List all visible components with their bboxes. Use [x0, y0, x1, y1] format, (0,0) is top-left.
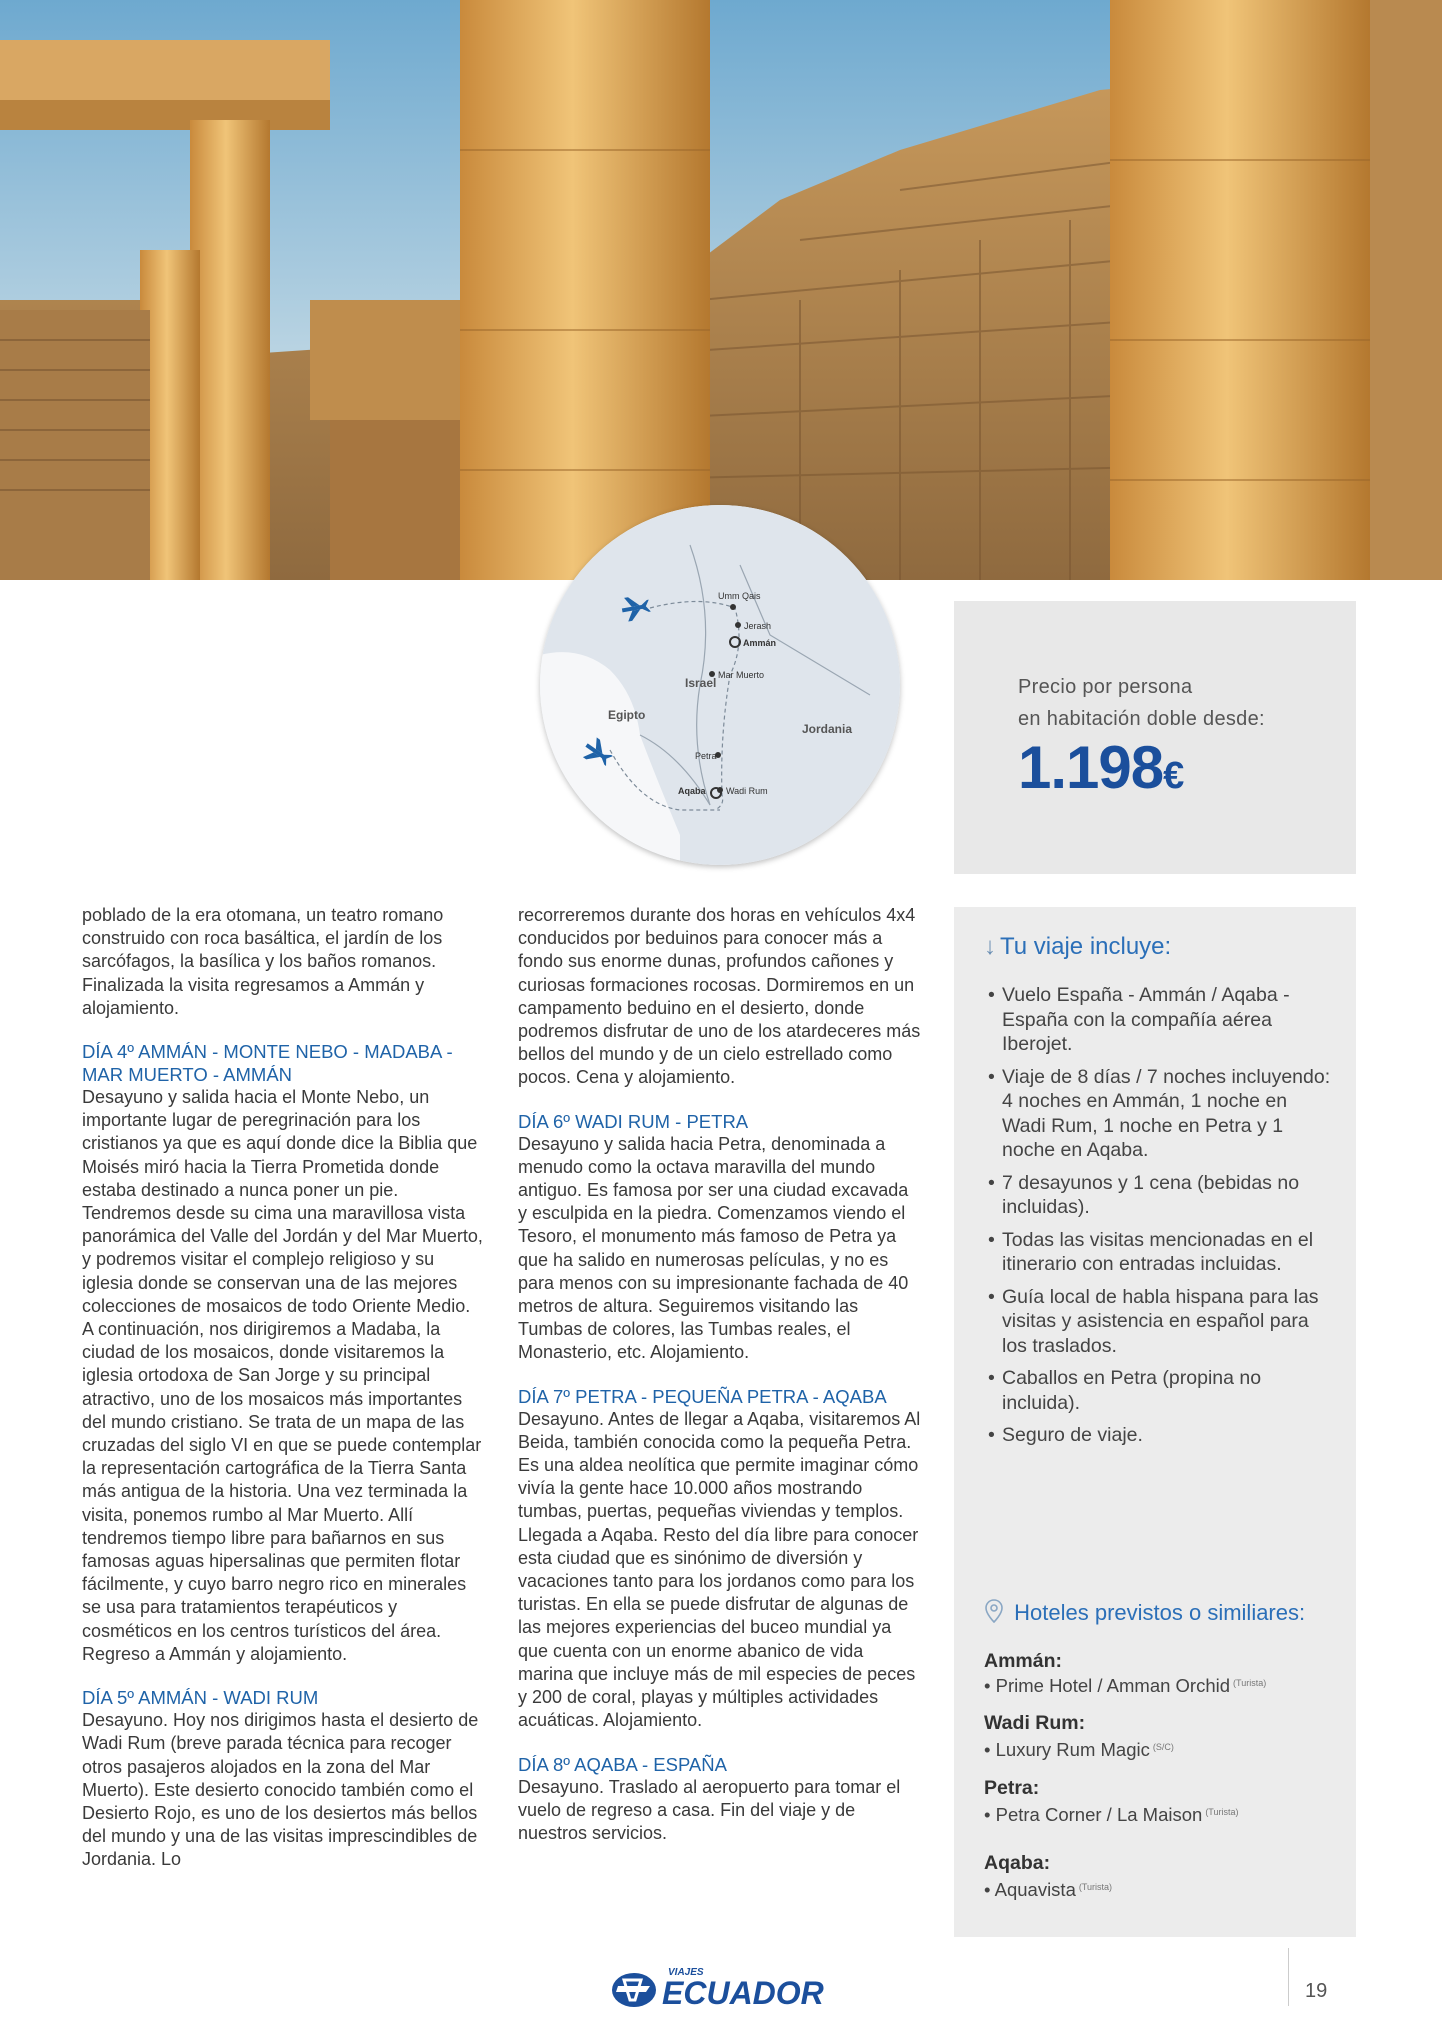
- includes-title-text: Tu viaje incluye:: [1000, 933, 1172, 960]
- list-item: • Caballos en Petra (propina no incluida).: [988, 1366, 1334, 1415]
- day-heading: DÍA 4º AMMÁN - MONTE NEBO - MADABA - MAR MUERTO - AMMÁN: [82, 1041, 453, 1086]
- price-box: [954, 601, 1356, 874]
- itinerary-text: recorreremos durante dos horas en vehículos 4x4 conducidos por beduinos para conocer más a fondo sus enorme dunas, profundos cañones y curiosas formaciones rocosas. Dormiremos en un campamento beduino en el desierto, donde podremos disfrutar de uno de los atardeceres más bellos del mundo y de un cielo estrellado como pocos. Cena y alojamiento.: [518, 905, 921, 1088]
- price-currency: €: [1163, 755, 1184, 797]
- hotel-name-wadi-rum: • Luxury Rum Magic $^{(S/C)}$: [984, 1739, 1174, 1760]
- viajes-ecuador-logo: [610, 1960, 830, 2016]
- logo-small-text: VIAJES: [668, 1967, 704, 1978]
- hotels-title-text: Hoteles previstos o similiares:: [1014, 1600, 1306, 1625]
- logo-mark-icon: [612, 1973, 656, 2007]
- map-label-jordania: Jordania: [802, 722, 853, 736]
- price-label-line2: en habitación doble desde:: [1018, 708, 1265, 730]
- map-label-israel: Israel: [685, 676, 717, 690]
- price-number: 1.198: [1018, 734, 1164, 801]
- itinerary-text: Desayuno. Hoy nos dirigimos hasta el desierto de Wadi Rum (breve parada técnica para recoger otros pasajeros alojados en la zona del Mar Muerto). Este desierto conocido también como el Desierto Rojo, es uno de los desiertos más bellos del mundo y una de las visitas imprescindibles de Jordania. Lo: [82, 1710, 479, 1870]
- hotel-name-text: Aquavista: [994, 1879, 1076, 1900]
- hotel-city-amman: Ammán:: [984, 1650, 1063, 1672]
- hotel-name-amman: • Prime Hotel / Amman Orchid $^{(Turista)}$: [984, 1675, 1267, 1696]
- includes-title: [984, 933, 1171, 961]
- hotel-name-aqaba: • Aquavista $^{(Turista)}$: [984, 1879, 1113, 1900]
- hotel-category: (Turista): [1205, 1807, 1239, 1817]
- includes-list: [988, 983, 1334, 1456]
- itinerary-column-2: [518, 904, 922, 1845]
- page-number: 19: [1305, 1980, 1328, 2002]
- map-label-jerash: Jerash: [744, 621, 772, 631]
- hotel-name-petra: • Petra Corner / La Maison $^{(Turista)}$: [984, 1804, 1239, 1825]
- hotel-name-text: Luxury Rum Magic: [995, 1739, 1150, 1760]
- trip-info-box: [954, 907, 1356, 1937]
- list-item: • Viaje de 8 días / 7 noches incluyendo: 4 noches en Ammán, 1 noche en Wadi Rum, 1 noche en Petra y 1 noche en Aqaba.: [988, 1065, 1334, 1163]
- location-pin-icon: [984, 1600, 1010, 1625]
- map-dot-jerash: [735, 622, 741, 628]
- itinerary-text: poblado de la era otomana, un teatro romano construido con roca basáltica, el jardín de los sarcófagos, la basílica y los baños romanos. Finalizada la visita regresamos a Ammán y alojamiento.: [82, 905, 444, 1018]
- map-label-umm-qais: Umm Qais: [718, 591, 761, 601]
- map-label-aqaba: Aqaba: [678, 786, 706, 796]
- hotel-name-text: Petra Corner / La Maison: [995, 1804, 1203, 1825]
- logo-main-text: ECUADOR: [662, 1975, 824, 2011]
- map-dot-umm-qais: [730, 604, 736, 610]
- list-item: • Guía local de habla hispana para las visitas y asistencia en español para los traslados.: [988, 1285, 1334, 1359]
- map-label-amman: Ammán: [743, 638, 777, 648]
- itinerary-column-1: [82, 904, 484, 1872]
- map-label-wadi-rum: Wadi Rum: [726, 786, 768, 796]
- hero-photo: [0, 0, 1442, 580]
- hotel-city-petra: Petra:: [984, 1777, 1040, 1799]
- list-item: • 7 desayunos y 1 cena (bebidas no incluidas).: [988, 1171, 1334, 1220]
- itinerary-text: Desayuno. Traslado al aeropuerto para tomar el vuelo de regreso a casa. Fin del viaje y de nuestros servicios.: [518, 1776, 901, 1843]
- itinerary-text: Desayuno. Antes de llegar a Aqaba, visitaremos Al Beida, también conocida como la pequeña Petra. Es una aldea neolítica que permite imaginar cómo vivía la gente hace 10.000 años mostrando tumbas, puertas, pequeñas viviendas y templos. Llegada a Aqaba. Resto del día libre para conocer esta ciudad que es sinónimo de diversión y vacaciones tanto para los jordanos como para los turistas. En ella se puede disfrutar de algunas de las mejores experiencias del buceo mundial ya que cuenta con un enorme abanico de vida marina que incluye más de mil especies de peces y 200 de coral, playas y múltiples actividades acuáticas. Alojamiento.: [518, 1408, 921, 1731]
- day-heading: DÍA 6º WADI RUM - PETRA: [518, 1110, 749, 1132]
- list-item: • Seguro de viaje.: [988, 1423, 1334, 1448]
- price-label-line1: Precio por persona: [1018, 676, 1193, 698]
- hotel-category: (Turista): [1233, 1678, 1267, 1688]
- price-amount: [1018, 733, 1183, 802]
- hotel-category: (Turista): [1078, 1882, 1113, 1892]
- hotel-city-aqaba: Aqaba:: [984, 1852, 1051, 1874]
- arrow-down-icon: ↓: [984, 933, 996, 960]
- hotels-title: [984, 1599, 1305, 1626]
- hotel-city-wadi-rum: Wadi Rum:: [984, 1712, 1086, 1734]
- day-heading: DÍA 8º AQABA - ESPAÑA: [518, 1753, 727, 1775]
- day-heading: DÍA 7º PETRA - PEQUEÑA PETRA - AQABA: [518, 1385, 887, 1407]
- map-label-egipto: Egipto: [608, 708, 646, 722]
- map-label-petra: Petra: [695, 751, 717, 761]
- footer-divider: [1288, 1948, 1289, 2006]
- hotel-name-text: Prime Hotel / Amman Orchid: [995, 1675, 1231, 1696]
- list-item: • Todas las visitas mencionadas en el itinerario con entradas incluidas.: [988, 1228, 1334, 1277]
- day-heading: DÍA 5º AMMÁN - WADI RUM: [82, 1687, 319, 1709]
- map-label-mar-muerto: Mar Muerto: [718, 670, 765, 680]
- itinerary-text: Desayuno y salida hacia el Monte Nebo, un importante lugar de peregrinación para los cristianos ya que es aquí donde dice la Biblia que Moisés miró hacia la Tierra Prometida donde estaba destinado a nunca poner un pie. Tendremos desde su cima una maravillosa vista panorámica del Valle del Jordán y del Mar Muerto, y podremos visitar el complejo religioso y su iglesia donde se conservan una de las mejores colecciones de mosaicos de todo Oriente Medio. A continuación, nos dirigiremos a Madaba, la ciudad de los mosaicos, donde visitaremos la iglesia ortodoxa de San Jorge y su principal atractivo, uno de los mosaicos más importantes del mundo cristiano. Se trata de un mapa de las cruzadas del siglo VI en que se puede contemplar la representación cartográfica de la Tierra Santa más antigua de la historia. Una vez terminada la visita, ponemos rumbo al Mar Muerto. Allí tendremos tiempo libre para bañarnos en sus famosas aguas hipersalinas que permiten flotar fácilmente, y cuyo barro negro rico en minerales se usa para tratamientos terapéuticos y cosméticos en los centros turísticos del área. Regreso a Ammán y alojamiento.: [82, 1087, 483, 1664]
- route-map: [540, 505, 900, 865]
- list-item: • Vuelo España - Ammán / Aqaba - España con la compañía aérea Iberojet.: [988, 983, 1334, 1057]
- hotel-category: (S/C): [1152, 1742, 1174, 1752]
- itinerary-text: Desayuno y salida hacia Petra, denominada a menudo como la octava maravilla del mundo antiguo. Es famosa por ser una ciudad excavada y esculpida en la piedra. Comenzamos viendo el Tesoro, el monumento más famoso de Petra ya que ha salido en numerosas películas, y no es para menos con su impresionante fachada de 40 metros de altura. Seguiremos visitando las Tumbas de colores, las Tumbas reales, el Monasterio, etc. Alojamiento.: [518, 1133, 909, 1363]
